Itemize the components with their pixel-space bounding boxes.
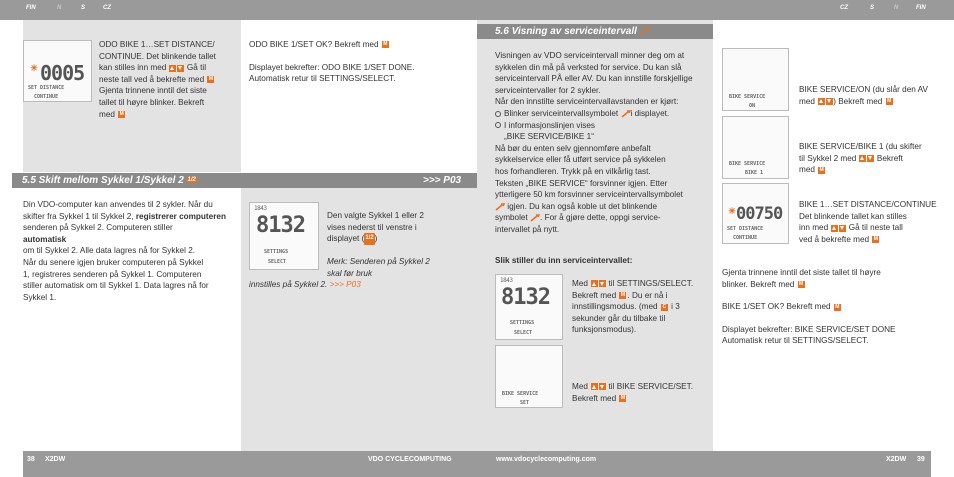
lcd-line2: BIKE 1 — [745, 170, 764, 176]
nav-n-left[interactable]: N — [57, 5, 62, 11]
side3-text: BIKE 1…SET DISTANCE/CONTINUE Det blinkende tallet kan stilles inn med Gå til neste tall ved å bekrefte med M — [799, 200, 937, 244]
section-5-5-title: 5.5 Skift mellom Sykkel 1/Sykkel 2 1/2 — [22, 175, 196, 186]
side1-text: BIKE SERVICE/ON (du slår den AV med ) Bekreft med M — [799, 85, 928, 106]
nav-fin-left[interactable]: FIN — [26, 5, 36, 11]
m-button-icon: M — [835, 303, 840, 310]
blink-icon: ☀ — [30, 63, 39, 73]
lcd-line2: CONTINUE — [733, 235, 758, 241]
footer-page-number-left: 38 — [27, 456, 35, 463]
bike-select-text: Den valgte Sykkel 1 eller 2 vises nederst til venstre i displayet (1/2) — [327, 211, 424, 244]
service-intro-text: Visningen av VDO serviceintervall minner deg om at sykkelen din må på verksted for service. Du kan slå serviceintervall PÅ eller AV. Du kan innstille forskjellige serviceintervaller for 2 sykler. Når den innstilte serviceintervallavstanden er kjørt: Blinker serviceintervallsymbolet i displayet. I informasjonslinjen vises „BIKE SERVICE/BIKE 1“ Nå bør du enten selv gjennomføre anbefalt sykkelservice eller få utført service på sykkelen hos forhandleren. Trykk på en vilkårlig tast. Teksten „BIKE SERVICE“ forsvinner igjen. Etter ytterligere 50 km forsvinner serviceintervallsymbolet igjen. Du kan også koble ut det blinkende symbolet . For å gjøre dette, oppgi service- intervallet på nytt. — [495, 51, 693, 234]
down-arrow-icon — [826, 98, 833, 105]
m-button-icon: M — [119, 110, 124, 117]
bike-tag: 1/2 — [187, 177, 196, 184]
m-button-icon: M — [383, 41, 388, 48]
m-button-icon: M — [799, 280, 804, 287]
m-button-icon: M — [887, 97, 892, 104]
up-arrow-icon — [831, 225, 838, 232]
down-arrow-icon — [177, 65, 184, 72]
down-arrow-icon — [599, 280, 606, 287]
lcd-line1: SET DISTANCE — [28, 85, 65, 91]
down-arrow-icon — [839, 225, 846, 232]
footer-bar-right — [477, 451, 931, 477]
lcd-digits: 8132 — [256, 213, 305, 238]
step1-text: Med til SETTINGS/SELECT. Bekreft med M . Du er nå i innstillingsmodus. (med C i 3 sekunder går du tilbake til funksjonsmodus). — [572, 279, 694, 335]
lcd-digits: 0005 — [40, 61, 85, 85]
nav-fin-right[interactable]: FIN — [916, 5, 926, 11]
lcd-line1: BIKE SERVICE — [502, 391, 539, 397]
lcd-line2: SET — [520, 400, 530, 406]
lcd-line2: CONTINUE — [34, 94, 59, 100]
up-arrow-icon — [169, 65, 176, 72]
lcd-line1: SET DISTANCE — [727, 226, 764, 232]
up-arrow-icon — [859, 155, 866, 162]
m-button-icon: M — [620, 394, 625, 401]
bullet-icon — [495, 111, 501, 117]
lcd-line1: SETTINGS — [510, 320, 535, 326]
lcd-line1: BIKE SERVICE — [729, 94, 766, 100]
footer-model-left: X2DW — [45, 456, 66, 463]
service-bottom-text: Gjenta trinnene inntil det siste tallet til høyre blinker. Bekreft med M BIKE 1/SET OK? Bekreft med M Displayet bekrefter: BIKE SERVICE/SET DONE Automatisk retur til SETTINGS/SELECT. — [722, 268, 896, 346]
nav-cz-left[interactable]: CZ — [103, 5, 111, 11]
up-arrow-icon — [818, 98, 825, 105]
bike-tag: 1/2 — [364, 233, 374, 245]
lcd-digits: 00750 — [736, 204, 783, 224]
nav-s-left[interactable]: S — [81, 5, 86, 11]
lcd-settings-select-right — [495, 274, 563, 340]
m-button-icon: M — [620, 291, 625, 298]
section-5-5-text: Din VDO-computer kan anvendes til 2 sykler. Når du skifter fra Sykkel 1 til Sykkel 2, registrerer computeren senderen på Sykkel 2. Computeren stiller automatisk om til Sykkel 2. Alle data lagres nå for Sykkel 2. Når du senere igjen bruker computeren på Sykkel 1, registreres senderen på Sykkel 1. Computeren stiller automatisk om til Sykkel 1. Data lagres nå for Sykkel 1. — [23, 200, 226, 302]
lcd-set-distance-service — [722, 183, 789, 244]
down-arrow-icon — [599, 383, 606, 390]
lcd-settings-select-left — [249, 202, 319, 270]
c-button-icon: C — [662, 303, 667, 310]
m-button-icon: M — [208, 76, 213, 83]
wrench-icon — [640, 27, 650, 35]
wrench-icon — [495, 203, 505, 211]
lcd-line2: SELECT — [268, 259, 287, 265]
nav-s-right[interactable]: S — [870, 5, 875, 11]
lcd-line1: SETTINGS — [264, 249, 289, 255]
lcd-bike-service-bike1 — [722, 116, 789, 179]
top-bar-left — [0, 0, 477, 20]
side2-text: BIKE SERVICE/BIKE 1 (du skifter til Sykkel 2 med Bekreft med M — [799, 142, 922, 175]
footer-brand: VDO CYCLECOMPUTING — [368, 456, 452, 463]
wrench-icon — [530, 214, 540, 222]
block2-text: ODO BIKE 1/SET OK? Bekreft med M Displayet bekrefter: ODO BIKE 1/SET DONE. Automatisk retur til SETTINGS/SELECT. — [249, 40, 415, 84]
blink-icon: ☀ — [728, 206, 737, 216]
nav-cz-right[interactable]: CZ — [840, 5, 848, 11]
m-button-icon: M — [819, 166, 824, 173]
lcd-small-digits: 1843 — [254, 205, 267, 212]
lcd-line1: BIKE SERVICE — [729, 161, 766, 167]
bullet-icon — [495, 122, 501, 128]
service-subheading: Slik stiller du inn serviceintervallet: — [495, 256, 633, 265]
lcd-small-digits: 1843 — [500, 277, 513, 284]
footer-model-right: X2DW — [886, 456, 907, 463]
lcd-line2: ON — [749, 103, 756, 109]
m-button-icon: M — [873, 236, 878, 243]
footer-page-number-right: 39 — [917, 456, 925, 463]
up-arrow-icon — [591, 383, 598, 390]
step2-text: Med til BIKE SERVICE/SET. Bekreft med M — [572, 382, 693, 403]
lcd-line2: SELECT — [514, 330, 533, 336]
wrench-icon — [621, 110, 631, 118]
note-text: Merk: Senderen på Sykkel 2 skal før bruk — [327, 257, 430, 278]
lcd-set-distance-odo — [23, 40, 92, 102]
up-arrow-icon — [591, 280, 598, 287]
top-bar-right — [477, 0, 954, 20]
section-5-5-ref: >>> P03 — [423, 175, 462, 186]
note-text-last: innstilles på Sykkel 2. >>> P03 — [249, 280, 361, 289]
down-arrow-icon — [867, 155, 874, 162]
lcd-bike-service-set — [495, 345, 563, 408]
footer-bar-left — [23, 451, 477, 477]
lcd-digits: 8132 — [501, 285, 550, 310]
lcd-bike-service-on — [722, 48, 789, 111]
section-5-6-title: 5.6 Visning av serviceintervall — [495, 26, 650, 37]
footer-url[interactable]: www.vdocyclecomputing.com — [496, 456, 597, 463]
nav-n-right[interactable]: N — [894, 5, 899, 11]
block1-text: ODO BIKE 1…SET DISTANCE/ CONTINUE. Det blinkende tallet kan stilles inn med Gå til neste tall ved å bekrefte med M Gjenta trinnene inntil det siste tallet til høyre blinker. Bekreft med M — [99, 40, 216, 119]
